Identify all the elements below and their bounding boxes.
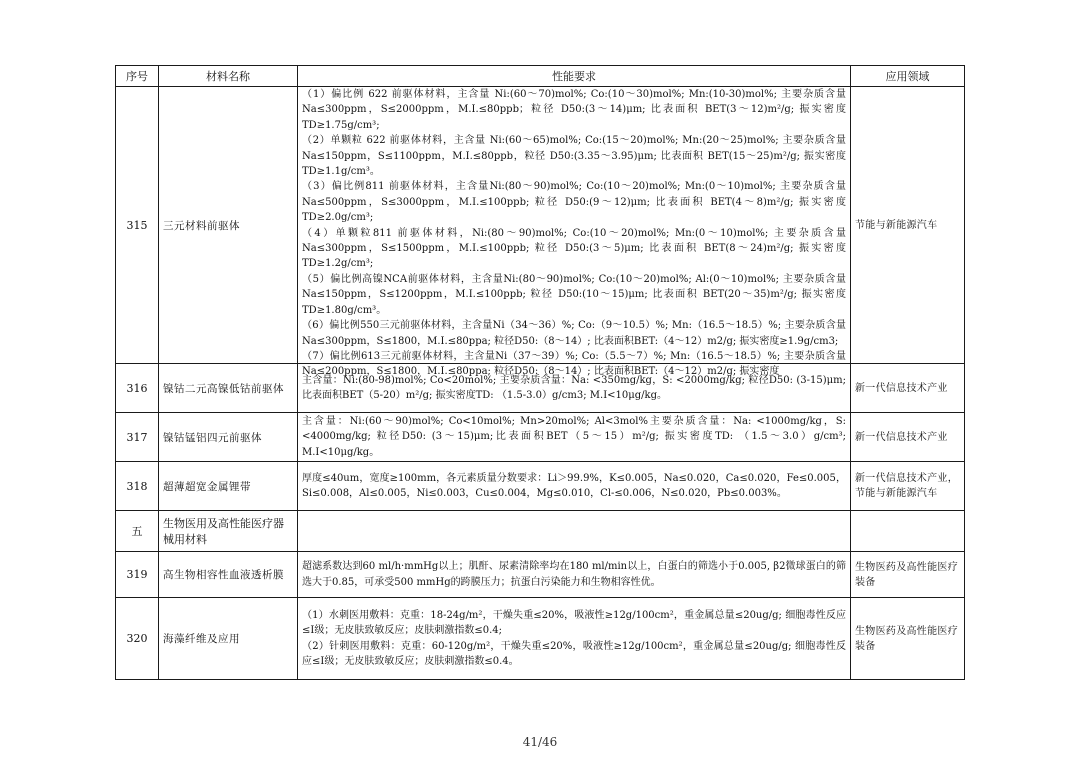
- performance-item: （1）水刺医用敷料：克重：18-24g/m²，干燥失重≤20%，吸液性≥12g/100cm²，重金属总量≤20ug/g; 细胞毒性反应≤Ⅰ级；无皮肤致敏反应；皮肤刺激指数≤0.4;: [302, 609, 846, 637]
- performance-cell: 厚度≤40um，宽度≥100mm，各元素质量分数要求：Li＞99.9%，K≤0.005，Na≤0.020，Ca≤0.020，Fe≤0.005，Si≤0.008，Al≤0.005，Ni≤0.003，Cu≤0.004，Mg≤0.010，Cl-≤0.006，N≤0.020，Pb≤0.003%。: [298, 462, 851, 511]
- materials-table: [115, 65, 965, 680]
- header-performance: 性能要求: [298, 66, 851, 87]
- row-number: 316: [116, 364, 159, 413]
- application-field: 节能与新能源汽车: [851, 87, 965, 364]
- table-row: [116, 552, 965, 598]
- performance-item: （7）偏比例613三元前驱体材料，主含量Ni（37～39）%; Co:（5.5～7）%; Mn:（16.5～18.5）%; 主要杂质含量Na≤200ppm，S≤1800，M.I.≤80ppa; 粒径D50:（8～14）; 比表面积BET:（4～12）m2/g; 振实密度: [302, 350, 846, 378]
- table-row: [116, 87, 965, 364]
- application-field: 生物医药及高性能医疗装备: [851, 552, 965, 598]
- table-header-row: [116, 66, 965, 87]
- performance-item: （1）偏比例 622 前驱体材料，主含量 Ni:(60～70)mol%; Co:(10～30)mol%; Mn:(10-30)mol%; 主要杂质含量Na≤300ppm，S≤2000ppm，M.I.≤80ppb；粒径 D50:(3～14)μm; 比表面积 BET(3～12)m²/g; 振实密度 TD≥1.75g/cm³;: [302, 89, 846, 131]
- performance-item: （3）偏比例811 前驱体材料，主含量Ni:(80～90)mol%; Co:(10～20)mol%; Mn:(0～10)mol%; 主要杂质含量Na≤500ppm，S≤3000ppm，M.I.≤100ppb; 粒径 D50:(9～12)μm; 比表面积 BET(4～8)m²/g; 振实密度 TD≥2.0g/cm³;: [302, 181, 846, 224]
- performance-cell: 主含量：Ni:(60～90)mol%; Co<10mol%; Mn>20mol%; Al<3mol%主要杂质含量：Na: <1000mg/kg，S: <4000mg/kg; 粒径D50: (3～15)μm;比表面积BET（5～15）m²/g; 振实密度TD: （1.5～3.0）g/cm³; M.I<10μg/kg。: [298, 413, 851, 462]
- header-material-name: 材料名称: [159, 66, 298, 87]
- page-number: 41/46: [522, 735, 558, 749]
- material-name: 高生物相容性血液透析膜: [159, 552, 298, 598]
- table-row: [116, 598, 965, 680]
- row-number: 318: [116, 462, 159, 511]
- row-number: 320: [116, 598, 159, 680]
- performance-item: （2）单颗粒 622 前驱体材料，主含量 Ni:(60～65)mol%; Co:(15～20)mol%; Mn:(20～25)mol%; 主要杂质含量 Na≤150ppm，S≤1100ppm，M.I.≤80ppb，粒径 D50:(3.35～3.95)μm; 比表面积 BET(15～25)m²/g; 振实密度 TD≥1.1g/cm³。: [302, 135, 846, 178]
- material-name: 镍钴二元高镍低钴前驱体: [159, 364, 298, 413]
- table-row: [116, 462, 965, 511]
- material-name: 三元材料前驱体: [159, 87, 298, 364]
- application-field: 新一代信息技术产业: [851, 364, 965, 413]
- performance-cell: 超滤系数达到60 ml/h·mmHg以上；肌酐、尿素清除率均在180 ml/min以上，白蛋白的筛选小于0.005, β2微球蛋白的筛选大于0.85，可承受500 mmHg的跨膜压力；抗蛋白污染能力和生物相容性优。: [298, 552, 851, 598]
- performance-item: （4）单颗粒811 前驱体材料，Ni:(80～90)mol%; Co:(10～20)mol%; Mn:(0～10)mol%; 主要杂质含量Na≤300ppm，S≤1500ppm，M.I.≤100ppb; 粒径 D50:(3～5)μm; 比表面积 BET(8～24)m²/g; 振实密度 TD≥1.2g/cm³;: [302, 227, 846, 270]
- row-number: 319: [116, 552, 159, 598]
- performance-item: （2）针刺医用敷料：克重：60-120g/m²，干燥失重≤20%，吸液性≥12g/100cm²，重金属总量≤20ug/g; 细胞毒性反应≤Ⅰ级；无皮肤致敏反应；皮肤刺激指数≤0.4。: [302, 640, 846, 667]
- header-seq: 序号: [116, 66, 159, 87]
- category-number: 五: [116, 511, 159, 552]
- application-field: 新一代信息技术产业，节能与新能源汽车: [851, 462, 965, 511]
- row-number: 315: [116, 87, 159, 364]
- category-name: 生物医用及高性能医疗器械用材料: [159, 511, 298, 552]
- material-name: 镍钴锰铝四元前驱体: [159, 413, 298, 462]
- application-field-empty: [851, 511, 965, 552]
- application-field: 生物医药及高性能医疗装备: [851, 598, 965, 680]
- table-row: [116, 413, 965, 462]
- material-name: 超薄超宽金属锂带: [159, 462, 298, 511]
- category-row: [116, 511, 965, 552]
- performance-cell-empty: [298, 511, 851, 552]
- material-name: 海藻纤维及应用: [159, 598, 298, 680]
- performance-cell: [298, 598, 851, 680]
- application-field: 新一代信息技术产业: [851, 413, 965, 462]
- performance-text-clipped: [302, 87, 846, 378]
- row-number: 317: [116, 413, 159, 462]
- performance-item: （6）偏比例550三元前驱体材料，主含量Ni（34～36）%; Co:（9～10.5）%; Mn:（16.5～18.5）%; 主要杂质含量Na≤300ppm，S≤1800，M.I.≤80ppa; 粒径D50:（8～14）; 比表面积BET:（4～12）m2/g; 振实密度≥1.9g/cm3;: [302, 320, 846, 347]
- performance-cell: 主含量：Ni:(80-98)mol%; Co<20mol%; 主要杂质含量：Na: <350mg/kg，S: <2000mg/kg; 粒径D50: (3-15)μm; 比表面积BET（5-20）m²/g; 振实密度TD: （1.5-3.0）g/cm3; M.I<10μg/kg。: [298, 364, 851, 413]
- performance-item: （5）偏比例高镍NCA前驱体材料，主含量Ni:(80～90)mol%; Co:(10～20)mol%; Al:(0～10)mol%; 主要杂质含量Na≤150ppm，S≤1200ppm，M.I.≤100ppb; 粒径 D50:(10～15)μm; 比表面积 BET(20～35)m²/g; 振实密度 TD≥1.80g/cm³。: [302, 273, 846, 316]
- performance-cell: [298, 87, 851, 378]
- header-application: 应用领域: [851, 66, 965, 87]
